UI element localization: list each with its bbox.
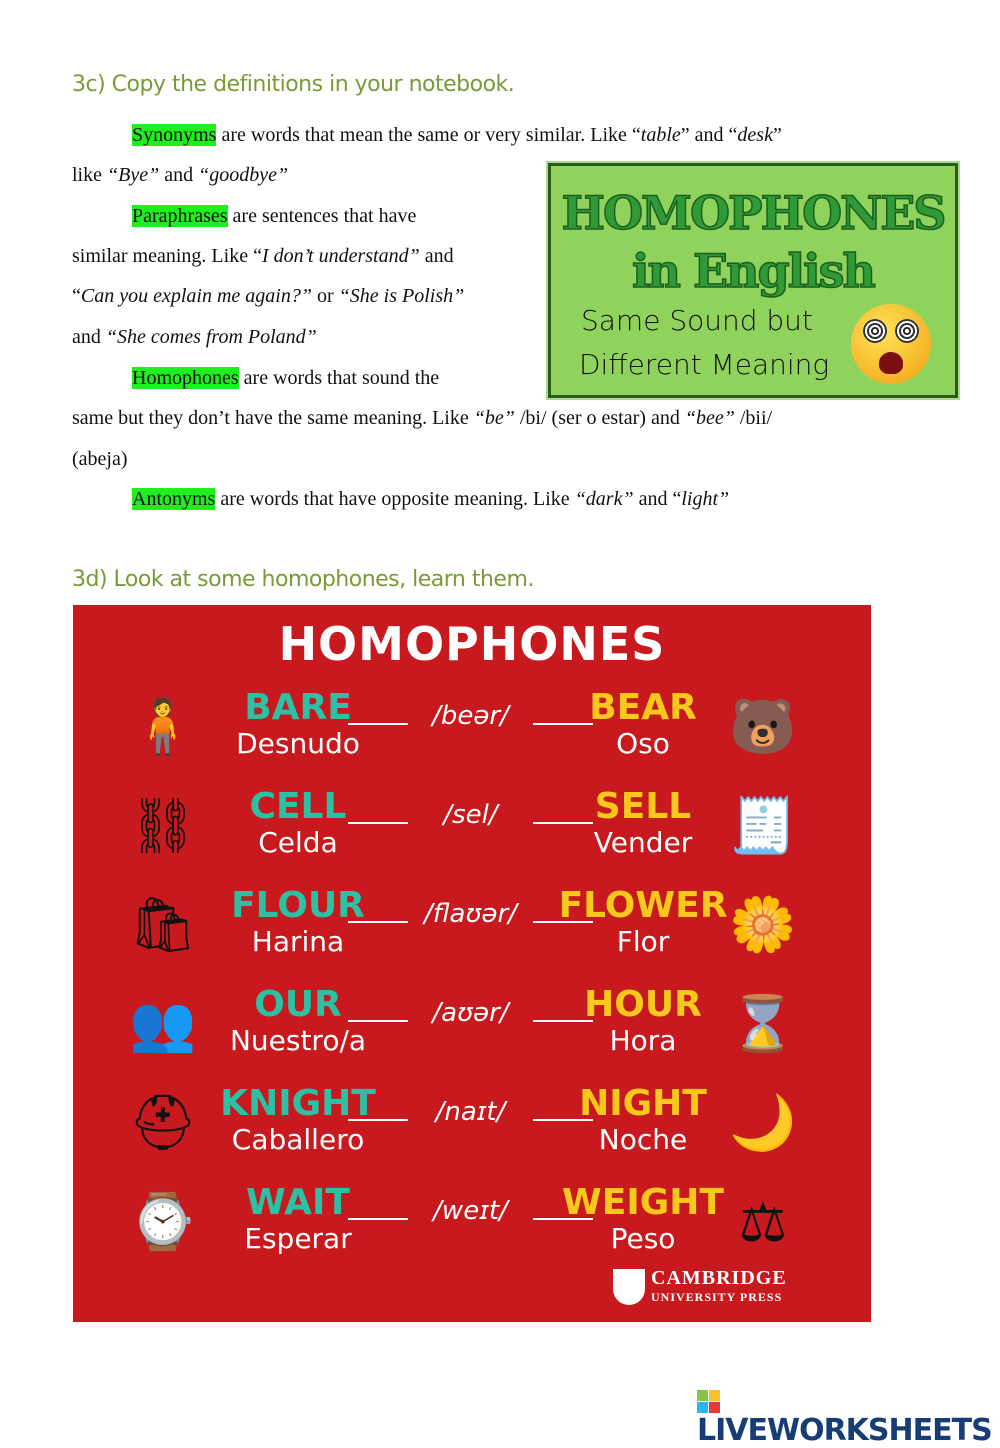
paraphrases-definition [72,196,416,236]
banner-tagline-1: Same Sound but [581,304,813,337]
antonyms-definition [72,479,729,519]
cambridge-logo [651,1267,787,1305]
paraphrases-line3 [72,276,464,316]
right-word: FLOWER [558,885,728,926]
text: or [311,285,339,307]
right-word: WEIGHT [562,1182,724,1223]
example: I don’t understand” [261,245,420,267]
example: “Bye” [107,164,160,186]
dizzy-face-icon [851,304,931,384]
homophones-line3: (abeja) [72,448,128,470]
publisher-name: CAMBRIDGE [651,1267,787,1289]
example: Can you explain me again?” [80,285,312,307]
homophone-row [73,786,871,876]
right-translation: Oso [616,727,670,760]
homophones-definition [72,358,439,398]
homophones-poster [73,605,871,1322]
right-illustration-icon: ⚖ [738,1192,788,1253]
section-3c-heading: 3c) Copy the definitions in your notebook. [72,72,515,97]
banner-tagline-2: Different Meaning [579,348,830,381]
left-translation: Caballero [231,1123,365,1156]
left-word: KNIGHT [220,1083,376,1124]
synonyms-term: Synonyms [132,124,217,146]
left-translation: Celda [258,826,338,859]
text: /bii/ [734,407,773,429]
left-illustration-icon: ⛓ [128,795,198,856]
liveworksheets-blocks-icon [697,1390,720,1413]
homophone-row [73,687,871,777]
left-illustration-icon: 🛍 [128,894,198,955]
text: “ [72,285,81,307]
left-word: FLOUR [231,885,365,926]
section-3d-heading: 3d) Look at some homophones, learn them. [72,567,534,592]
phonetic: /naɪt/ [348,1097,593,1127]
right-illustration-icon: 🐻 [729,696,797,757]
phonetic: /sel/ [348,800,593,830]
text: like [72,164,107,186]
cambridge-shield-icon [613,1269,645,1305]
left-word: OUR [254,984,342,1025]
left-illustration-icon: 🧍 [129,696,197,757]
left-word: CELL [249,786,347,827]
left-translation: Harina [251,925,345,958]
right-word: BEAR [589,687,697,728]
phonetic: /weɪt/ [348,1196,593,1226]
phonetic: /beər/ [348,701,593,731]
left-translation: Desnudo [236,727,360,760]
phonetic: /aʊər/ [348,998,593,1028]
logo-text: LIVEWORKSHEETS [697,1413,992,1448]
text: are sentences that have [227,205,417,227]
phonetic: /flaʊər/ [348,899,593,929]
right-translation: Noche [598,1123,688,1156]
left-illustration-icon: ⌚ [129,1191,197,1252]
text: and “ [633,488,682,510]
paraphrases-line2 [72,236,454,276]
text: are words that mean the same or very similar. Like “ [216,124,641,146]
homophones-banner-image [548,163,958,398]
text: and [159,164,199,186]
text: similar meaning. Like “ [72,245,262,267]
synonyms-line2 [72,155,288,195]
publisher-subname: UNIVERSITY PRESS [651,1290,783,1304]
paraphrases-term: Paraphrases [132,205,228,227]
example: “bee” [684,407,735,429]
right-word: SELL [594,786,692,827]
text: and [72,326,106,348]
example: “dark” [574,488,634,510]
right-word: NIGHT [579,1083,707,1124]
right-word: HOUR [584,984,702,1025]
paraphrases-line4 [72,317,317,357]
text: /bi/ (ser o estar) and [514,407,685,429]
left-translation: Nuestro/a [229,1024,367,1057]
banner-title: HOMOPHONES [561,186,945,240]
homophones-term: Homophones [132,367,239,389]
left-translation: Esperar [244,1222,352,1255]
example: “She is Polish” [338,285,465,307]
right-illustration-icon: ⌛ [729,993,797,1054]
example: “goodbye” [198,164,289,186]
homophones-line2 [72,398,772,438]
left-illustration-icon: 👥 [129,993,197,1054]
synonyms-definition [72,115,782,155]
right-translation: Vender [593,826,693,859]
example: desk [737,124,773,146]
left-illustration-icon: ⛑ [128,1092,198,1153]
example: light” [681,488,730,510]
example: “be” [473,407,515,429]
text: same but they don’t have the same meaning. Like [72,407,474,429]
poster-title: HOMOPHONES [278,617,666,671]
example: table [640,124,681,146]
homophone-row [73,1182,871,1272]
text: are words that have opposite meaning. Like [215,488,575,510]
antonyms-term: Antonyms [132,488,216,510]
right-translation: Peso [610,1222,676,1255]
banner-subtitle: in English [632,244,874,298]
right-illustration-icon: 🌙 [729,1092,797,1153]
text: ” [772,124,782,146]
text: and [419,245,454,267]
example: “She comes from Poland” [105,326,317,348]
right-translation: Flor [616,925,670,958]
text: ” and “ [680,124,738,146]
right-illustration-icon: 🌼 [729,894,797,955]
right-translation: Hora [609,1024,677,1057]
homophone-row [73,984,871,1074]
right-illustration-icon: 🧾 [729,795,797,856]
text: are words that sound the [238,367,440,389]
left-word: WAIT [246,1182,350,1223]
homophone-row [73,1083,871,1173]
left-word: BARE [244,687,352,728]
homophone-row [73,885,871,975]
